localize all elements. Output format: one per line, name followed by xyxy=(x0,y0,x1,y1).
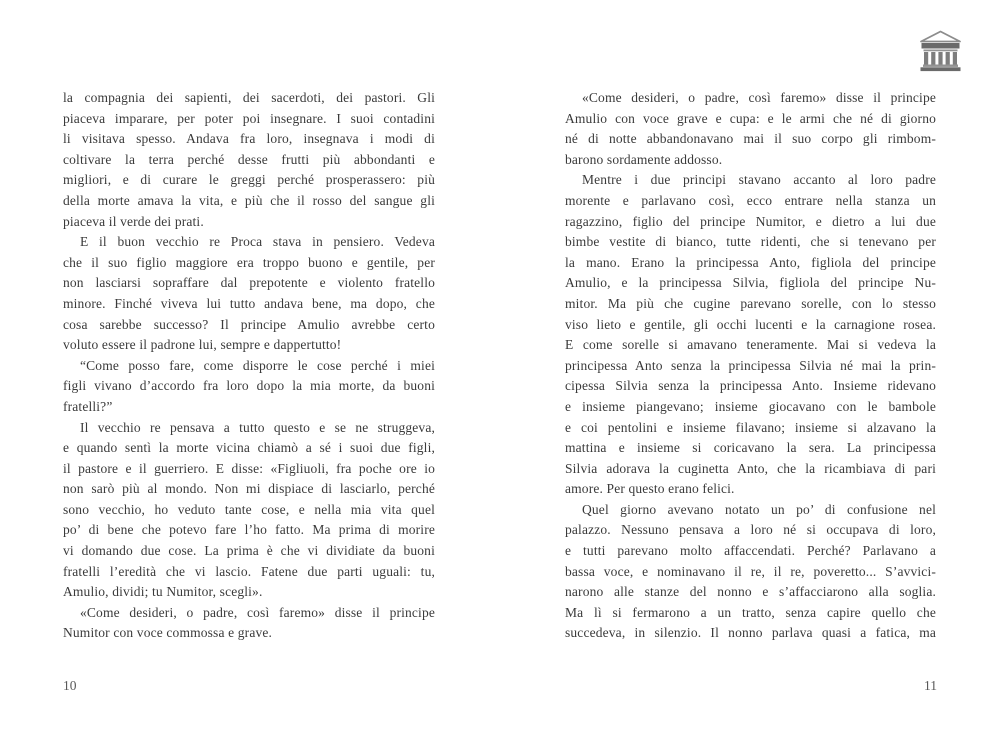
text-line: voluto essere il padrone lui, sempre e dappertutto! xyxy=(63,337,342,353)
text-line: figli vivano d’accordo fra loro dopo la mia morte, da buoni xyxy=(63,378,435,394)
text-line: il pastore e il guerriero. E disse: «Figliuoli, fra poche ore io xyxy=(63,460,435,476)
text-line: della morte amava la vita, e più che il rosso del sangue gli xyxy=(63,192,435,208)
text-line: piaceva il verde dei prati. xyxy=(63,213,204,229)
text-line: fratelli l’eredità che vi lascio. Fatene due parti uguali: tu, xyxy=(63,563,435,579)
text-line: morente e parlavano così, ecco entrare nella stanza un xyxy=(565,192,936,208)
text-line: E il buon vecchio re Proca stava in pensiero. Vedeva xyxy=(80,234,435,250)
text-line: Quel giorno avevano notato un po’ di confusione nel xyxy=(582,501,936,517)
text-line: non sarò più al mondo. Non mi dispiace di lasciarlo, perché xyxy=(63,481,435,497)
text-line: Amulio, e la principessa Silvia, figliola del principe Nu- xyxy=(565,275,936,291)
text-line: cipessa Silvia senza la principessa Anto. Insieme ridevano xyxy=(565,378,936,394)
text-line: mitor. Ma più che cugine parevano sorelle, con lo stesso xyxy=(565,295,936,311)
text-line: cosa sarebbe successo? Il principe Amulio avrebbe certo xyxy=(63,316,435,332)
page-right-text-column xyxy=(565,88,936,644)
text-line: Ma lì si fermarono a un tratto, senza capire quello che xyxy=(565,604,936,620)
text-line: Numitor con voce commossa e grave. xyxy=(63,625,273,641)
text-line: palazzo. Nessuno pensava a loro né si occupava di loro, xyxy=(565,522,936,538)
text-line: piaceva imparare, per poter poi insegnare. I suoi contadini xyxy=(63,110,435,126)
text-line: sono vecchio, ho veduto tante cose, e nella mia vita quel xyxy=(63,501,435,517)
text-line: ragazzino, figlio del principe Numitor, e dietro a lui due xyxy=(565,213,936,229)
text-line: Mentre i due principi stavano accanto al loro padre xyxy=(582,172,936,188)
text-line: succedeva, in silenzio. Il nonno parlava quasi a fatica, ma xyxy=(565,625,936,641)
text-line: «Come desideri, o padre, così faremo» disse il principe xyxy=(80,604,435,620)
text-line: né di notte abbandonavano mai il suo corpo gli rimbom- xyxy=(565,131,936,147)
text-line: mattina e insieme si coricavano la sera. La principessa xyxy=(565,440,936,456)
temple-icon xyxy=(918,28,963,73)
text-line: e quando sentì la morte vicina chiamò a sé i suoi due figli, xyxy=(63,440,435,456)
text-line: barono sordamente addosso. xyxy=(565,151,723,167)
text-line: migliori, e di curare le greggi perché prosperassero: più xyxy=(63,172,435,188)
text-line: la compagnia dei sapienti, dei sacerdoti, dei pastori. Gli xyxy=(63,90,435,105)
text-line: Silvia adorava la cuginetta Anto, che la ricambiava di pari xyxy=(565,460,936,476)
text-line: e coi pentolini e insieme filavano; insieme si alzavano la xyxy=(565,419,936,435)
text-line: la mano. Erano la principessa Anto, figliola del principe xyxy=(565,254,936,270)
text-line: «Come desideri, o padre, così faremo» disse il principe xyxy=(582,90,936,105)
text-line: viso lieto e gentile, gli occhi lucenti e la carnagione rosea. xyxy=(565,316,936,332)
text-line: coltivare la terra perché desse frutti più abbondanti e xyxy=(63,151,435,167)
text-line: Amulio, dividi; tu Numitor, scegli». xyxy=(63,584,263,600)
text-line: bassa voce, e nominavano il re, il re, poveretto... S’avvici- xyxy=(565,563,936,579)
page-number-left: 10 xyxy=(63,678,77,693)
text-line: bimbe vestite di bianco, tutte ridenti, che si tenevano per xyxy=(565,234,936,250)
text-line: narono alle stanze del nonno e s’affacciarono alla soglia. xyxy=(565,584,936,600)
text-line: Il vecchio re pensava a tutto questo e se ne struggeva, xyxy=(80,419,435,435)
text-line: principessa Anto senza la principessa Silvia né mai la prin- xyxy=(565,357,936,373)
text-line: e tutti parevano molto affaccendati. Perché? Parlavano a xyxy=(565,543,936,559)
text-line: non lasciarsi sopraffare dal prepotente e violento fratello xyxy=(63,275,435,291)
text-line: li visitava spesso. Andava fra loro, insegnava i modi di xyxy=(63,131,435,147)
page-left-text-column xyxy=(63,88,435,644)
text-line: po’ di bene che potevo fare l’ho fatto. Ma prima di morire xyxy=(63,522,435,538)
text-line: che il suo figlio maggiore era troppo buono e gentile, per xyxy=(63,254,435,270)
text-line: E come sorelle si amavano teneramente. Mai si vedeva la xyxy=(565,337,936,353)
text-line: amore. Per questo erano felici. xyxy=(565,481,735,497)
text-line: Amulio con voce grave e cupa: e le armi che né di giorno xyxy=(565,110,936,126)
text-line: vi domando due cose. La prima è che vi dividiate da buoni xyxy=(63,543,435,559)
text-line: fratelli?” xyxy=(63,398,113,414)
page-number-right: 11 xyxy=(924,678,937,693)
text-line: minore. Finché viveva lui tutto andava bene, ma dopo, che xyxy=(63,295,435,311)
text-line: e insieme piangevano; insieme giocavano con le bambole xyxy=(565,398,936,414)
text-line: “Come posso fare, come disporre le cose perché i miei xyxy=(80,357,435,373)
